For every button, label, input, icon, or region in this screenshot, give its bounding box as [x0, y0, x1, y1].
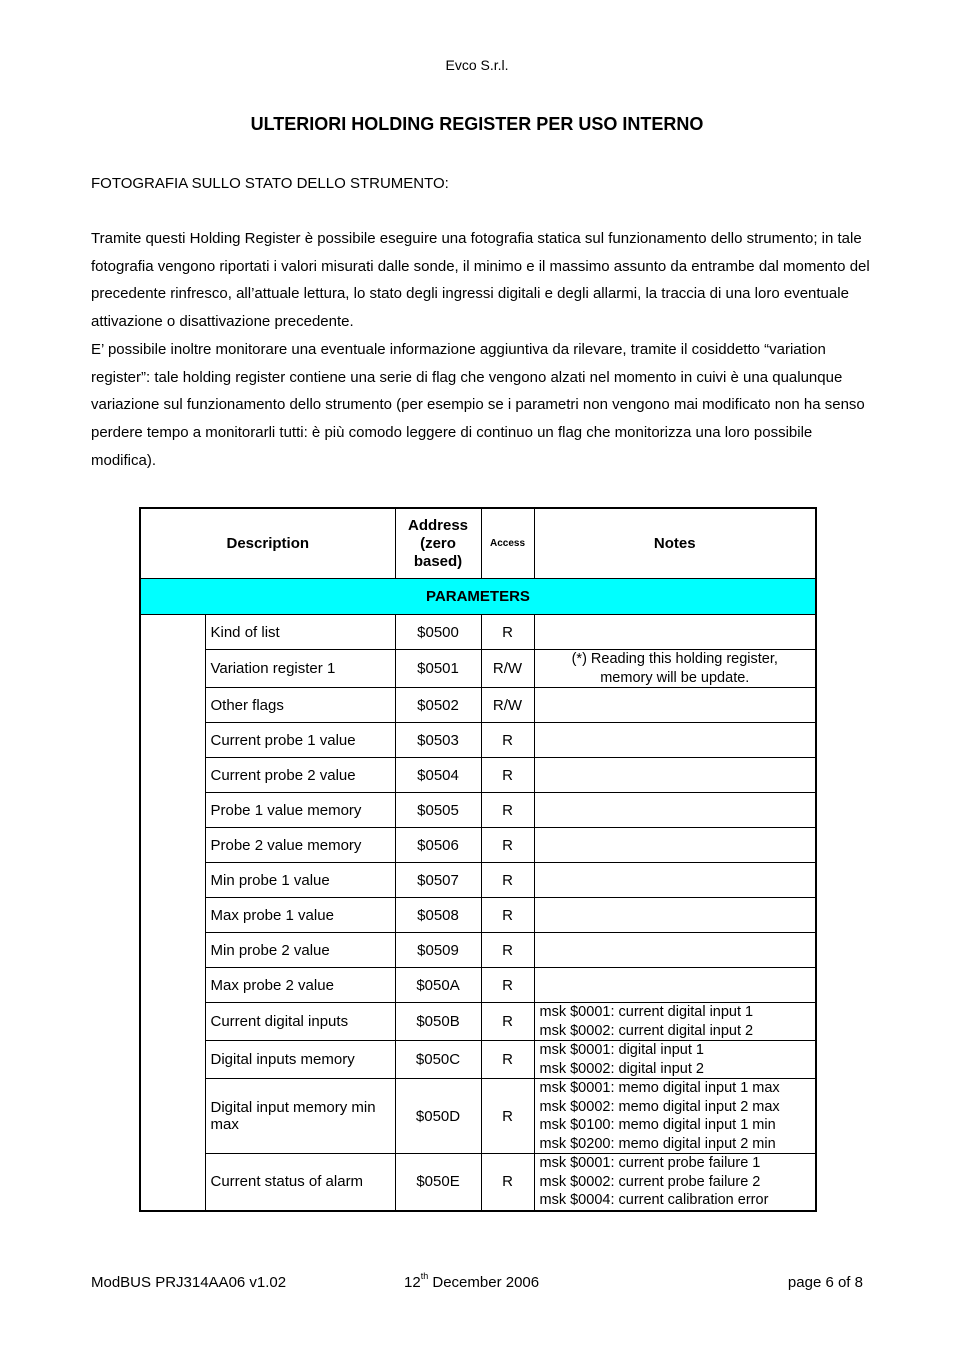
row-description: Max probe 2 value — [205, 968, 395, 1003]
row-address: $0500 — [395, 615, 481, 650]
table-row — [140, 1154, 816, 1211]
note-line: msk $0100: memo digital input 1 min — [539, 1117, 776, 1133]
row-description: Other flags — [205, 688, 395, 723]
row-description: Min probe 2 value — [205, 933, 395, 968]
company-header: Evco S.r.l. — [445, 57, 509, 73]
note-line: msk $0002: current digital input 2 — [539, 1022, 754, 1039]
note-line: msk $0001: digital input 1 — [539, 1042, 704, 1058]
row-description: Probe 1 value memory — [205, 793, 395, 828]
note-line: msk $0002: current probe failure 2 — [539, 1173, 761, 1190]
row-address: $0508 — [395, 898, 481, 933]
row-notes — [534, 933, 816, 968]
row-access: R — [481, 968, 534, 1003]
table-row — [140, 650, 816, 688]
table-row — [140, 1041, 816, 1079]
footer-date-suffix: th — [420, 1271, 429, 1281]
section-subtitle: FOTOGRAFIA SULLO STATO DELLO STRUMENTO: — [91, 175, 449, 192]
table-row — [140, 1079, 816, 1154]
note-line: memory will be update. — [600, 669, 750, 686]
row-address: $0501 — [395, 650, 481, 688]
table-row — [140, 615, 816, 650]
row-access: R — [481, 828, 534, 863]
table-row — [140, 863, 816, 898]
indent-cell — [140, 615, 205, 1211]
row-notes — [534, 723, 816, 758]
row-address: $050B — [395, 1003, 481, 1041]
row-description: Min probe 1 value — [205, 863, 395, 898]
row-notes — [534, 688, 816, 723]
row-address: $050E — [395, 1154, 481, 1211]
footer-date-rest: December 2006 — [428, 1274, 540, 1291]
row-description: Current status of alarm — [205, 1154, 395, 1211]
row-notes — [534, 650, 816, 688]
table-row — [140, 968, 816, 1003]
note-line: msk $0004: current calibration error — [539, 1192, 769, 1208]
row-access: R — [481, 793, 534, 828]
table-row — [140, 1003, 816, 1041]
note-line: msk $0001: memo digital input 1 max — [539, 1080, 780, 1096]
table-row — [140, 688, 816, 723]
table-body — [140, 615, 816, 1211]
note-line: (*) Reading this holding register, — [571, 651, 778, 667]
row-access: R — [481, 898, 534, 933]
row-notes — [534, 758, 816, 793]
table-row — [140, 828, 816, 863]
row-address: $0504 — [395, 758, 481, 793]
row-notes — [534, 615, 816, 650]
header-address: Address (zero based) — [395, 508, 481, 579]
note-line: msk $0200: memo digital input 2 min — [539, 1135, 776, 1152]
section-parameters: PARAMETERS — [140, 579, 816, 615]
body-text — [91, 225, 871, 474]
footer-date — [404, 1271, 540, 1291]
paragraph-1: Tramite questi Holding Register è possibile eseguire una fotografia statica sul funzionamento dello strumento; in tale fotografia vengono riportati i valori misurati dalle sonde, il minimo e il massimo assunto da entrambe dal momento del precedente rinfresco, all’attuale lettura, lo stato degli ingressi digitali e degli allarmi, la traccia di una loro eventuale attivazione o disattivazione precedente. — [91, 230, 870, 331]
row-access: R — [481, 615, 534, 650]
row-access: R — [481, 1154, 534, 1211]
note-line: msk $0002: digital input 2 — [539, 1060, 704, 1077]
table-header-row — [140, 508, 816, 579]
row-description: Probe 2 value memory — [205, 828, 395, 863]
row-notes — [534, 898, 816, 933]
footer-page: page 6 of 8 — [787, 1274, 863, 1291]
row-description: Max probe 1 value — [205, 898, 395, 933]
row-address: $0505 — [395, 793, 481, 828]
row-description: Current digital inputs — [205, 1003, 395, 1041]
note-line: msk $0001: current probe failure 1 — [539, 1155, 761, 1171]
footer-date-day: 12 — [404, 1274, 421, 1291]
row-notes — [534, 1003, 816, 1041]
row-access: R — [481, 933, 534, 968]
row-address: $050A — [395, 968, 481, 1003]
row-notes — [534, 1079, 816, 1154]
note-line: msk $0001: current digital input 1 — [539, 1004, 754, 1020]
page-title: ULTERIORI HOLDING REGISTER PER USO INTERNO — [250, 114, 704, 134]
row-access: R — [481, 1041, 534, 1079]
table-row — [140, 933, 816, 968]
row-address: $050D — [395, 1079, 481, 1154]
row-access: R — [481, 1079, 534, 1154]
row-access: R/W — [481, 650, 534, 688]
row-access: R — [481, 863, 534, 898]
header-notes: Notes — [534, 508, 816, 579]
row-access: R/W — [481, 688, 534, 723]
row-description: Current probe 2 value — [205, 758, 395, 793]
row-address: $0503 — [395, 723, 481, 758]
row-notes — [534, 1041, 816, 1079]
row-description: Variation register 1 — [205, 650, 395, 688]
row-notes — [534, 828, 816, 863]
row-access: R — [481, 758, 534, 793]
row-address: $050C — [395, 1041, 481, 1079]
row-notes — [534, 863, 816, 898]
paragraph-2: E’ possibile inoltre monitorare una eventuale informazione aggiuntiva da rilevare, tramite il cosiddetto “variation register”: tale holding register contiene una serie di flag che vengono alzati nel momento in cuivi è una qualunque variazione sul funzionamento dello strumento (per esempio se i parametri non vengono mai modificato non ha senso perdere tempo a monitorarli tutti: è più comodo leggere di continuo un flag che monitorizza una loro possibile modifica). — [91, 340, 865, 469]
footer-doc: ModBUS PRJ314AA06 v1.02 — [91, 1274, 287, 1291]
note-line: msk $0002: memo digital input 2 max — [539, 1098, 780, 1115]
row-notes — [534, 968, 816, 1003]
row-description: Digital inputs memory — [205, 1041, 395, 1079]
table-row — [140, 758, 816, 793]
table-row — [140, 898, 816, 933]
register-table — [139, 507, 817, 1212]
row-description: Kind of list — [205, 615, 395, 650]
table-row — [140, 793, 816, 828]
row-address: $0502 — [395, 688, 481, 723]
table-row — [140, 723, 816, 758]
header-access: Access — [481, 508, 534, 579]
row-description: Current probe 1 value — [205, 723, 395, 758]
row-access: R — [481, 1003, 534, 1041]
row-access: R — [481, 723, 534, 758]
row-address: $0506 — [395, 828, 481, 863]
header-description: Description — [140, 508, 395, 579]
row-address: $0509 — [395, 933, 481, 968]
row-notes — [534, 1154, 816, 1211]
row-address: $0507 — [395, 863, 481, 898]
row-notes — [534, 793, 816, 828]
row-description: Digital input memory min max — [205, 1079, 395, 1154]
